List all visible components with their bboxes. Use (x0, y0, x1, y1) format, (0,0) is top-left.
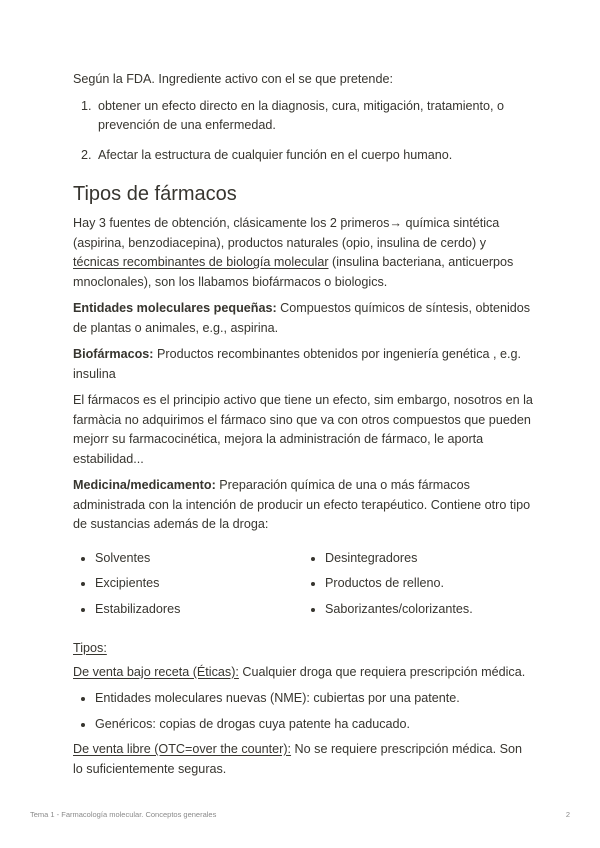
substances-list-right (303, 549, 533, 626)
sources-text-1: Hay 3 fuentes de obtención, clásicamente los 2 primeros→ química sintética (aspirina, benzodiacepina), productos naturales (opio, insulina de cerdo) y (73, 216, 500, 250)
fda-list (73, 97, 533, 166)
substances-columns (73, 549, 533, 626)
prescription-text: Cualquier droga que requiera prescripción médica. (238, 664, 526, 679)
medicine-paragraph (73, 476, 533, 535)
document-body (73, 70, 533, 779)
list-item: • Saborizantes/colorizantes. (325, 600, 533, 620)
sources-text-2: (insulina bacteriana, anticuerpos mnoclonales), son los llabamos biofármacos o biologics. (73, 255, 514, 289)
prescription-term: De venta bajo receta (Éticas): (73, 664, 239, 679)
list-item: • Desintegradores (325, 549, 533, 569)
section-heading: Tipos de fármacos (73, 183, 237, 205)
tipos-label: Tipos: (73, 641, 107, 655)
list-item: 1. obtener un efecto directo en la diagnosis, cura, mitigación, tratamiento, o prevención de una enfermedad. (95, 97, 533, 136)
medicine-term: Medicina/medicamento: (73, 478, 216, 492)
biopharma-paragraph (73, 345, 533, 384)
list-item: • Productos de relleno. (325, 574, 533, 594)
medicine-text: Preparación química de una o más fármacos administrada con la intención de producir un efecto terapéutico. Contiene otro tipo de sustancias además de la droga: (73, 478, 531, 531)
otc-term: De venta libre (OTC=over the counter): (73, 742, 292, 756)
sources-underlined: técnicas recombinantes de biología molecular (73, 255, 329, 269)
small-entities-paragraph (73, 299, 533, 338)
prescription-list (73, 689, 533, 734)
sources-paragraph (73, 214, 533, 292)
otc-text: No se requiere prescripción médica. Son lo suficientemente seguras. (73, 742, 523, 776)
page-number: 2 (565, 810, 570, 819)
pharma-note-paragraph: El fármacos es el principio activo que tiene un efecto, sim embargo, nosotros en la farmàcia no adquirimos el fármaco sino que va con otros compuestos que pueden mejorr su farmacocinética, mejora la administración de fármaco, le aporta estabilidad... (73, 393, 533, 466)
otc-paragraph (73, 740, 533, 779)
list-item: • Excipientes (95, 574, 303, 594)
small-entities-term: Entidades moleculares pequeñas: (73, 301, 277, 315)
biopharma-term: Biofármacos: (73, 347, 154, 361)
biopharma-text: Productos recombinantes obtenidos por ingeniería genética , e.g. insulina (73, 347, 522, 381)
small-entities-text: Compuestos químicos de síntesis, obtenidos de plantas o animales, e.g., aspirina. (73, 301, 531, 335)
list-item: • Genéricos: copias de drogas cuya patente ha caducado. (95, 715, 533, 735)
list-item: • Entidades moleculares nuevas (NME): cubiertas por una patente. (95, 689, 533, 709)
intro-paragraph: Según la FDA. Ingrediente activo con el se que pretende: (73, 72, 393, 86)
substances-list-left (73, 549, 303, 626)
page-footer (30, 810, 570, 819)
tipos-label-paragraph (73, 639, 533, 659)
list-item: • Estabilizadores (95, 600, 303, 620)
list-item: • Solventes (95, 549, 303, 569)
list-item: 2. Afectar la estructura de cualquier función en el cuerpo humano. (95, 146, 533, 166)
prescription-paragraph (73, 663, 533, 683)
footer-title: Tema 1 - Farmacología molecular. Conceptos generales (30, 810, 217, 819)
